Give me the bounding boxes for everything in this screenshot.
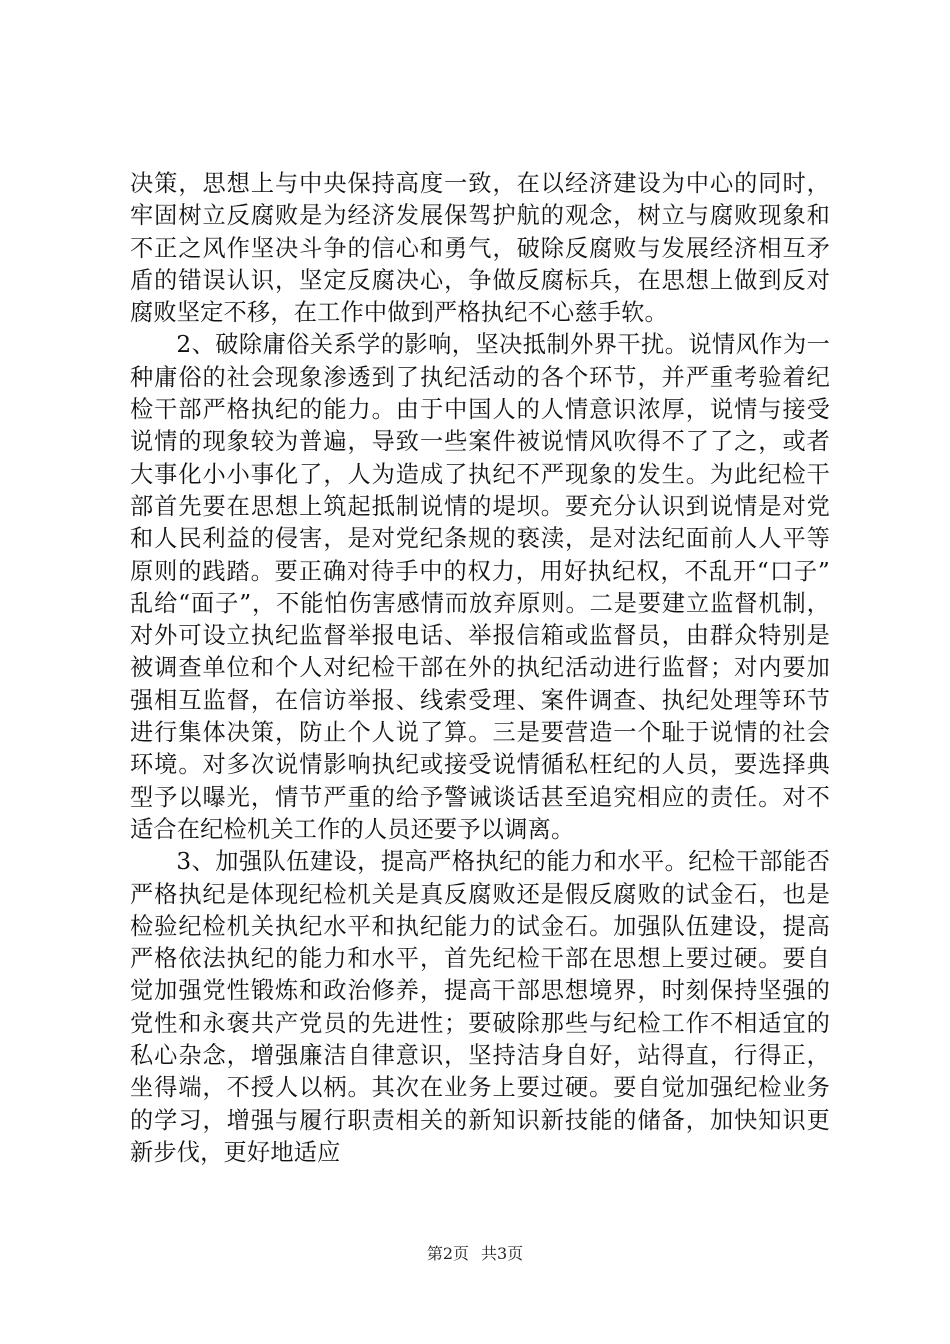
- page-total: 共3页: [481, 1244, 524, 1263]
- page-footer: [0, 1244, 950, 1264]
- page-number: 第2页: [426, 1244, 469, 1263]
- document-body: [130, 168, 830, 1169]
- paragraph-point-2: 2、破除庸俗关系学的影响，坚决抵制外界干扰。说情风作为一种庸俗的社会现象渗透到了执纪活动的各个环节，并严重考验着纪检干部严格执纪的能力。由于中国人的人情意识浓厚，说情与接受说情的现象较为普遍，导致一些案件被说情风吹得不了了之，或者大事化小小事化了，人为造成了执纪不严现象的发生。为此纪检干部首先要在思想上筑起抵制说情的堤坝。要充分认识到说情是对党和人民利益的侵害，是对党纪条规的亵渎，是对法纪面前人人平等原则的践踏。要正确对待手中的权力，用好执纪权，不乱开“口子”乱给“面子”，不能怕伤害感情而放弃原则。二是要建立监督机制，对外可设立执纪监督举报电话、举报信箱或监督员，由群众特别是被调查单位和个人对纪检干部在外的执纪活动进行监督；对内要加强相互监督，在信访举报、线索受理、案件调查、执纪处理等环节进行集体决策，防止个人说了算。三是要营造一个耻于说情的社会环境。对多次说情影响执纪或接受说情循私枉纪的人员，要选择典型予以曝光，情节严重的给予警诫谈话甚至追究相应的责任。对不适合在纪检机关工作的人员还要予以调离。: [130, 331, 830, 843]
- paragraph-continuation: 决策，思想上与中央保持高度一致，在以经济建设为中心的同时，牢固树立反腐败是为经济发展保驾护航的观念，树立与腐败现象和不正之风作坚决斗争的信心和勇气，破除反腐败与发展经济相互矛盾的错误认识，坚定反腐决心，争做反腐标兵，在思想上做到反对腐败坚定不移，在工作中做到严格执纪不心慈手软。: [130, 170, 830, 327]
- paragraph-point-3: 3、加强队伍建设，提高严格执纪的能力和水平。纪检干部能否严格执纪是体现纪检机关是真反腐败还是假反腐败的试金石，也是检验纪检机关执纪水平和执纪能力的试金石。加强队伍建设，提高严格依法执纪的能力和水平，首先纪检干部在思想上要过硬。要自觉加强党性锻炼和政治修养，提高干部思想境界，时刻保持坚强的党性和永褒共产党员的先进性；要破除那些与纪检工作不相适宜的私心杂念，增强廉洁自律意识，坚持洁身自好，站得直，行得正，坐得端，不授人以柄。其次在业务上要过硬。要自觉加强纪检业务的学习，增强与履行职责相关的新知识新技能的储备，加快知识更新步伐，更好地适应: [130, 848, 830, 1166]
